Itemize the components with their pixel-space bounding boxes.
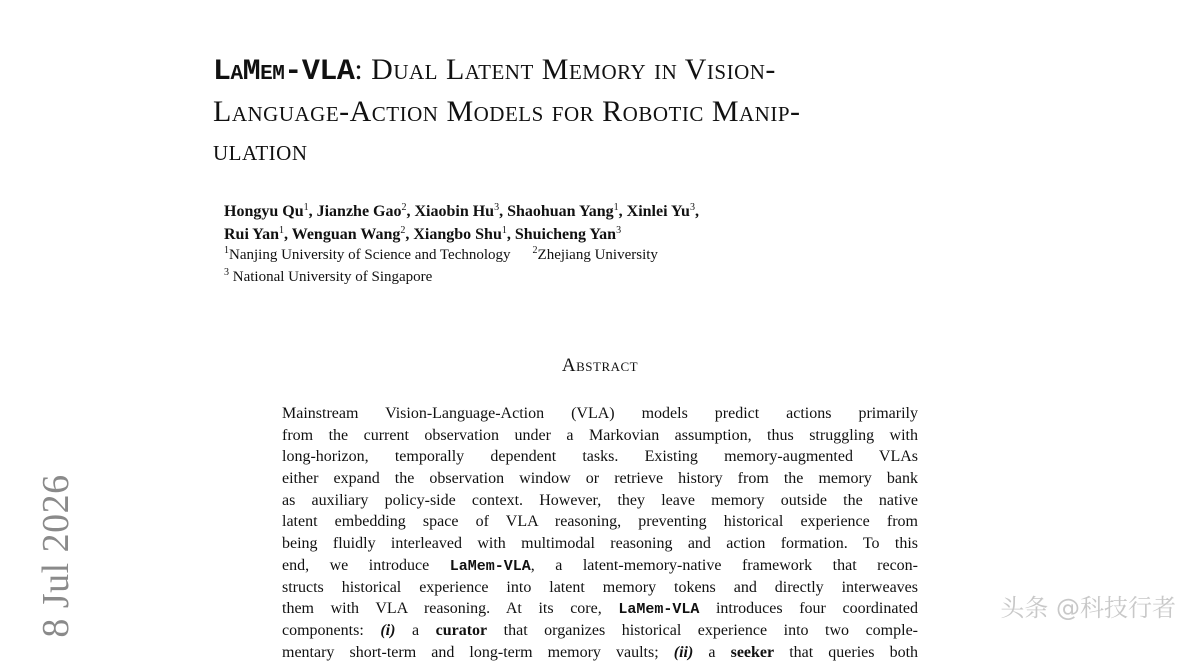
author-sep: , <box>283 226 292 243</box>
author-sep: , <box>405 226 414 243</box>
abstract-text: components: <box>282 621 381 639</box>
affiliation-sup: 2 <box>532 245 538 256</box>
title-line-2: Language-Action Models for Robotic Manip- <box>213 95 801 128</box>
author: Xiangbo Shu <box>413 226 502 243</box>
abstract-line: Mainstream Vision-Language-Action (VLA) models predict actions primarily <box>282 405 918 422</box>
author: Xinlei Yu <box>626 203 690 220</box>
affiliation-line-2 <box>224 267 984 288</box>
title-line-1-rest: : Dual Latent Memory in Vision- <box>354 53 776 86</box>
abstract-line: structs historical experience into latent memory tokens and directly interweaves <box>282 578 918 596</box>
affiliation-3: National University of Singapore <box>229 269 433 285</box>
author-sup: 3 <box>689 202 695 213</box>
title-line-3: ulation <box>213 134 308 167</box>
abstract-line: long-horizon, temporally dependent tasks. Existing memory-augmented VLAs <box>282 448 918 466</box>
abstract-text: end, we introduce <box>282 556 450 574</box>
author: Shuicheng Yan <box>514 226 617 243</box>
author-sep: , <box>406 203 415 220</box>
affiliation-1: Nanjing University of Science and Technology <box>229 247 511 263</box>
enum-marker: (ii) <box>673 643 694 661</box>
method-name: LaMem-VLA <box>618 601 700 619</box>
affiliation-2: Zhejiang University <box>537 247 658 263</box>
abstract-line: as auxiliary policy-side context. However, they leave memory outside the native <box>282 491 918 509</box>
arxiv-side-stamp: 8 Jul 2026 <box>35 474 77 638</box>
abstract-line <box>282 555 918 577</box>
author-line-2 <box>224 223 984 246</box>
author: Wenguan Wang <box>291 226 401 243</box>
abstract-text: a <box>693 643 731 661</box>
abstract-text: a <box>395 621 436 639</box>
abstract-line <box>282 642 918 663</box>
author: Shaohuan Yang <box>507 203 614 220</box>
abstract-text: introduces four coordinated <box>699 600 918 618</box>
author-sep: , <box>308 203 317 220</box>
affiliation-sup: 3 <box>224 267 229 278</box>
author-list <box>224 200 984 246</box>
author-sep: , <box>694 203 699 220</box>
author: Rui Yan <box>224 226 279 243</box>
author-line-1 <box>224 200 984 223</box>
abstract-text: that queries both <box>774 643 919 661</box>
abstract-line: being fluidly interleaved with multimodal reasoning and action formation. To this <box>282 535 918 553</box>
abstract-text: mentary short-term and long-term memory vaults; <box>282 643 674 661</box>
affiliation-sup: 1 <box>224 245 229 256</box>
author-sep: , <box>499 203 508 220</box>
abstract-body <box>282 403 918 663</box>
abstract-text: , a latent-memory-native framework that recon- <box>530 556 918 574</box>
author-sup: 3 <box>494 202 500 213</box>
author-sep: , <box>618 203 627 220</box>
author-sup: 2 <box>401 202 407 213</box>
author-sep: , <box>506 226 515 243</box>
abstract-heading: Abstract <box>561 355 639 376</box>
abstract-line: latent embedding space of VLA reasoning, preventing historical experience from <box>282 513 918 531</box>
abstract-text: that organizes historical experience into two comple- <box>487 621 919 639</box>
method-name: LaMem-VLA <box>449 557 531 575</box>
abstract-line <box>282 598 918 620</box>
abstract-line: from the current observation under a Markovian assumption, thus struggling with <box>282 426 918 444</box>
author-sup: 1 <box>613 202 619 213</box>
author-sup: 1 <box>303 202 309 213</box>
watermark: 头条 @科技行者 <box>1000 594 1176 622</box>
component-name: curator <box>435 621 488 639</box>
title-line-1 <box>213 50 1003 92</box>
abstract-text: them with VLA reasoning. At its core, <box>282 600 619 618</box>
author: Jianzhe Gao <box>316 203 402 220</box>
author-sup: 3 <box>616 225 622 236</box>
author-sup: 2 <box>400 225 406 236</box>
author: Xiaobin Hu <box>414 203 495 220</box>
author-sup: 1 <box>278 225 284 236</box>
abstract-line: either expand the observation window or retrieve history from the memory bank <box>282 470 918 488</box>
component-name: seeker <box>730 643 775 661</box>
title-brand: LaMem-VLA <box>213 55 355 89</box>
affiliation-line-1 <box>224 245 984 266</box>
abstract-line <box>282 620 918 642</box>
paper-title <box>213 50 1003 170</box>
author: Hongyu Qu <box>224 203 304 220</box>
enum-marker: (i) <box>380 621 396 639</box>
author-sup: 1 <box>501 225 507 236</box>
